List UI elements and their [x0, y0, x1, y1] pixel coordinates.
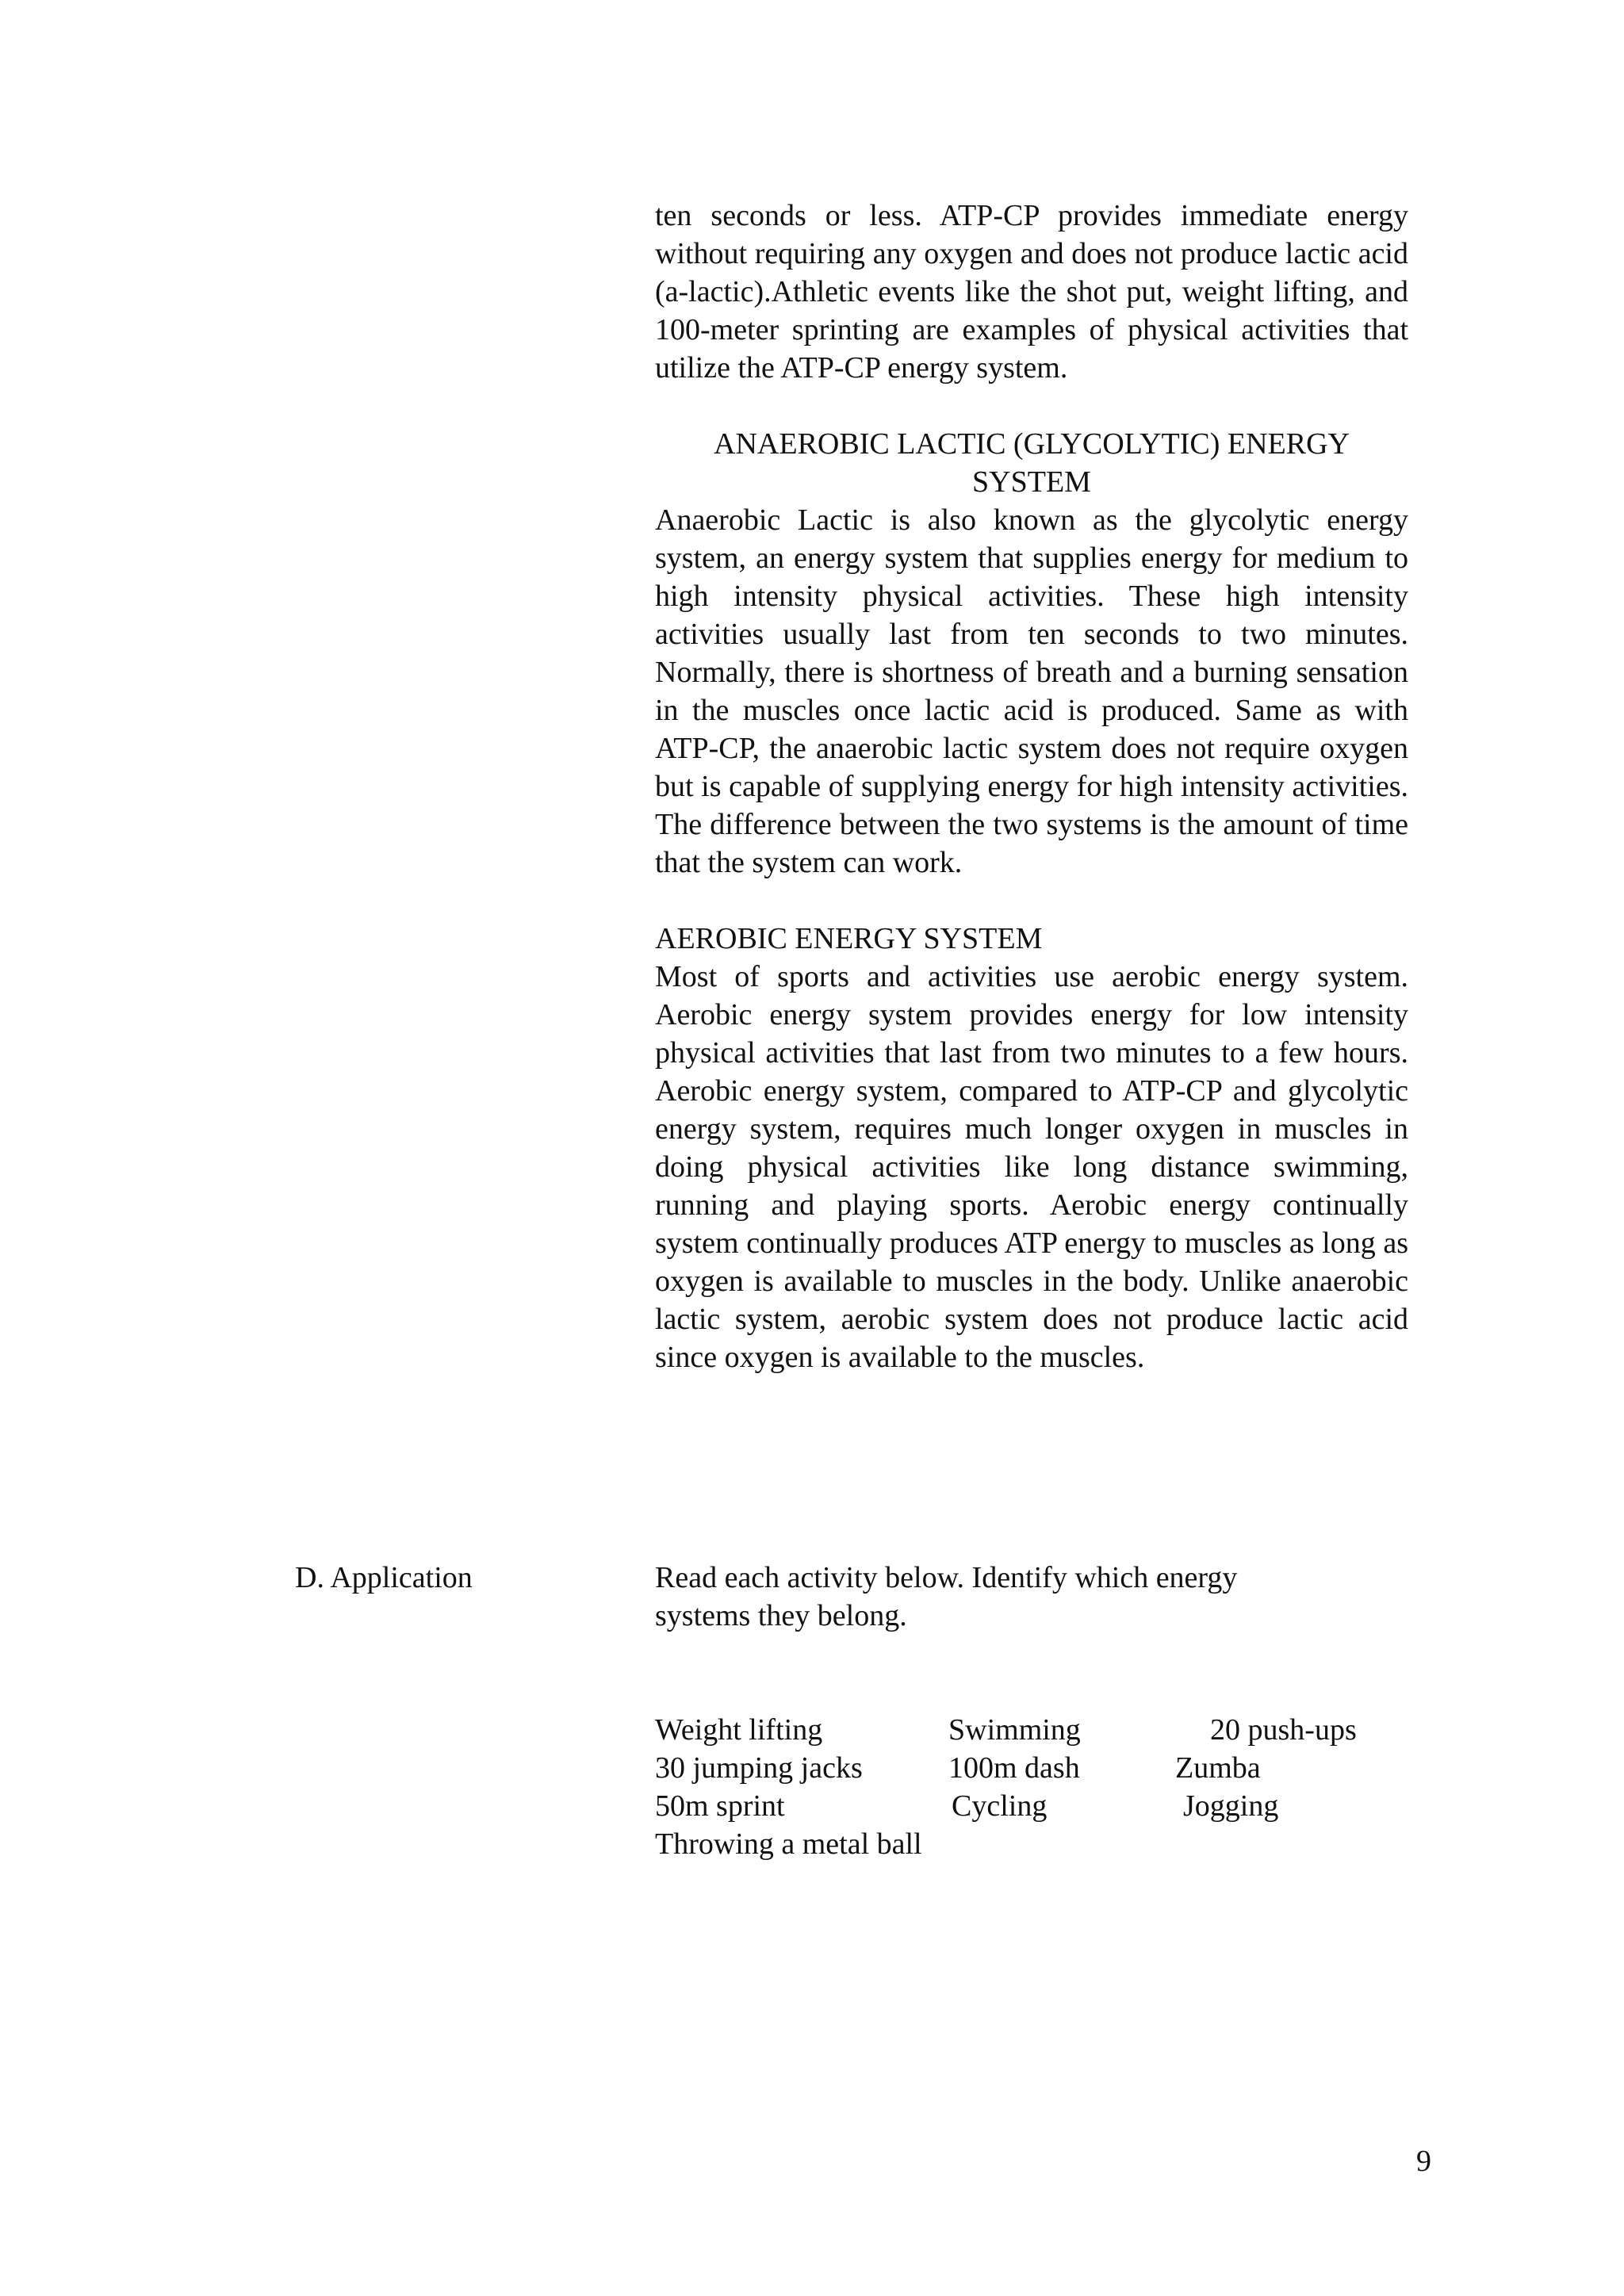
activity-row — [655, 1787, 1369, 1825]
activity-row — [655, 1749, 1369, 1787]
intro-paragraph: ten seconds or less. ATP-CP provides immediate energy without requiring any oxygen and does not produce lactic acid (a-lactic).Athletic events like the shot put, weight lifting, and 100-meter sprinting are examples of physical activities that utilize the ATP-CP energy system. — [655, 199, 1408, 385]
activity-list — [655, 1711, 1369, 1863]
application-prompt — [655, 1559, 1369, 1635]
anaerobic-lactic-heading: ANAEROBIC LACTIC (GLYCOLYTIC) ENERGY SYSTEM — [714, 427, 1350, 499]
activity-item: Zumba — [1175, 1751, 1261, 1785]
activity-item: Cycling — [952, 1789, 1048, 1823]
activity-row — [655, 1711, 1369, 1749]
activity-item: Weight lifting — [655, 1713, 823, 1747]
activity-item: 30 jumping jacks — [655, 1751, 863, 1785]
aerobic-paragraph: Most of sports and activities use aerobic energy system. Aerobic energy system provides energy for low intensity physical activities that last from two minutes to a few hours. Aerobic energy system, compared to ATP-CP and glycolytic energy system, requires much longer oxygen in muscles in doing physical activities like long distance swimming, running and playing sports. Aerobic energy continually system continually produces ATP energy to muscles as long as oxygen is available to muscles in the body. Unlike anaerobic lactic system, aerobic system does not produce lactic acid since oxygen is available to the muscles. — [655, 960, 1408, 1374]
activity-item: 50m sprint — [655, 1789, 785, 1823]
activity-item: Throwing a metal ball — [655, 1827, 922, 1861]
application-prompt-line-2: systems they belong. — [655, 1599, 907, 1632]
main-text-column — [655, 197, 1408, 1376]
activity-item: Jogging — [1183, 1789, 1279, 1823]
application-section-label: D. Application — [295, 1561, 473, 1594]
page-number: 9 — [1416, 2145, 1431, 2178]
activity-item: 100m dash — [948, 1751, 1080, 1785]
activity-item: Swimming — [948, 1713, 1081, 1747]
application-prompt-line-1: Read each activity below. Identify which energy — [655, 1561, 1238, 1594]
activity-item: 20 push-ups — [1210, 1713, 1357, 1747]
anaerobic-lactic-paragraph: Anaerobic Lactic is also known as the glycolytic energy system, an energy system that supplies energy for medium to high intensity physical activities. These high intensity activities usually last from ten seconds to two minutes. Normally, there is shortness of breath and a burning sensation in the muscles once lactic acid is produced. Same as with ATP-CP, the anaerobic lactic system does not require oxygen but is capable of supplying energy for high intensity activities. The difference between the two systems is the amount of time that the system can work. — [655, 503, 1408, 879]
activity-row — [655, 1825, 1369, 1863]
aerobic-heading: AEROBIC ENERGY SYSTEM — [655, 922, 1043, 955]
